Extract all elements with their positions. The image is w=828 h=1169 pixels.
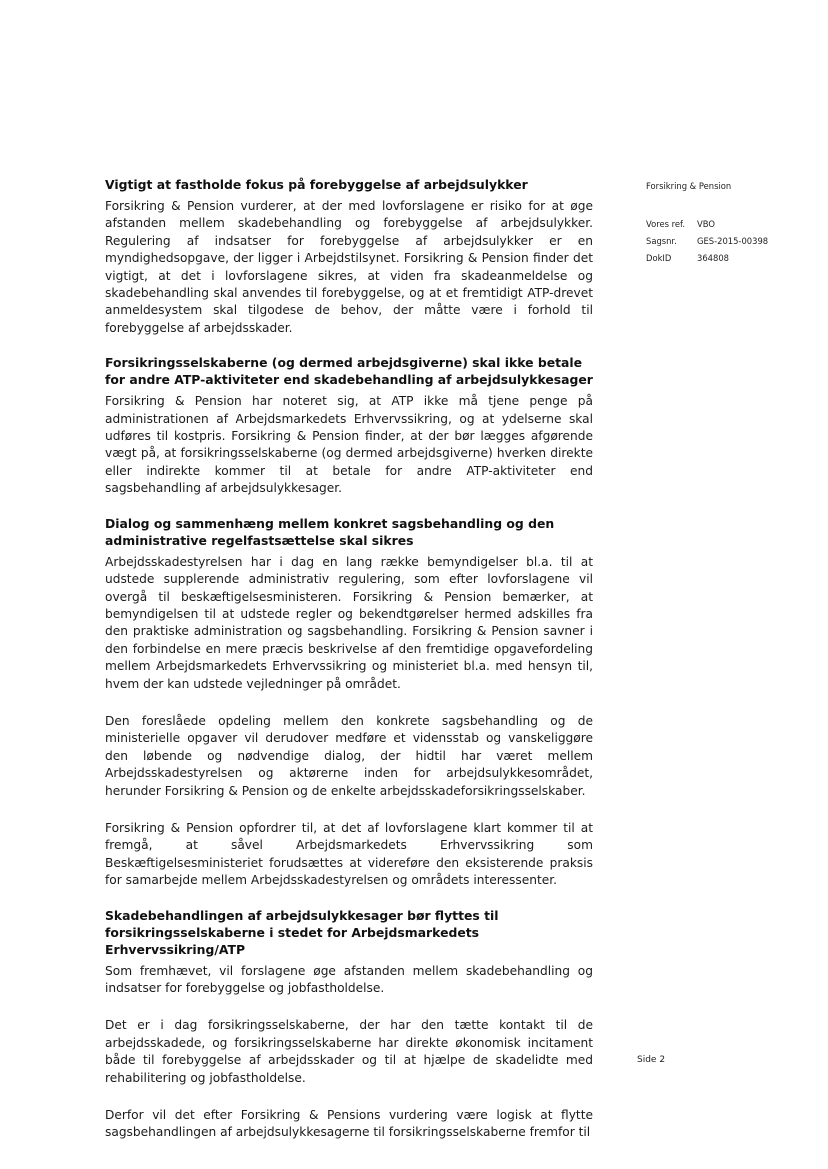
reference-value: VBO bbox=[697, 218, 715, 229]
section-heading-dialog: Dialog og sammenhæng mellem konkret sagsbehandling og den administrative regelfastsættelse skal sikres bbox=[105, 515, 555, 548]
sender-organization: Forsikring & Pension bbox=[646, 181, 732, 191]
reference-label: Sagsnr. bbox=[646, 235, 677, 246]
section-heading-claims-handling: Skadebehandlingen af arbejdsulykkesager bør flyttes til forsikringsselskaberne i stedet for Arbejdsmarkedets Erhvervssikring/ATP bbox=[105, 907, 499, 957]
document-body bbox=[105, 176, 593, 1142]
section-heading-prevention: Vigtigt at fastholde fokus på forebyggelse af arbejdsulykker bbox=[105, 177, 528, 192]
page-number: Side 2 bbox=[637, 1055, 666, 1065]
reference-row bbox=[646, 232, 768, 249]
reference-row bbox=[646, 215, 768, 232]
paragraph: Den foreslåede opdeling mellem den konkrete sagsbehandling og de ministerielle opgaver vil derudover medføre et vidensstab og vanskeliggøre den løbende og nødvendige dialog, der hidtil har været mellem Arbejdsskadestyrelsen og aktørerne inden for arbejdsulykkesområdet, herunder Forsikring & Pension og de enkelte arbejdsskadeforsikringsselskaber. bbox=[105, 713, 593, 798]
reference-row bbox=[646, 249, 768, 266]
section-heading-atp-costs: Forsikringsselskaberne (og dermed arbejdsgiverne) skal ikke betale for andre ATP-aktiviteter end skadebehandling af arbejdsulykkesager bbox=[105, 355, 593, 388]
reference-sidebar bbox=[646, 181, 768, 266]
paragraph: Som fremhævet, vil forslagene øge afstanden mellem skadebehandling og indsatser for forebyggelse og jobfastholdelse. bbox=[105, 963, 593, 995]
paragraph: Forsikring & Pension opfordrer til, at det af lovforslagene klart kommer til at fremgå, at såvel Arbejdsmarkedets Erhvervssikring som Beskæftigelsesministeriet forudsættes at videreføre den eksisterende praksis for samarbejde mellem Arbejdsskadestyrelsen og områdets interessenter. bbox=[105, 820, 593, 888]
paragraph: Derfor vil det efter Forsikring & Pensions vurdering være logisk at flytte sagsbehandlingen af arbejdsulykkesagerne til forsikringsselskaberne fremfor til bbox=[105, 1108, 593, 1140]
paragraph: Forsikring & Pension vurderer, at der med lovforslagene er risiko for at øge afstanden mellem skadebehandling og forebyggelse af arbejdsulykker. Regulering af indsatser for forebyggelse af arbejdsulykker er en myndighedsopgave, der ligger i Arbejdstilsynet. Forsikring & Pension finder det vigtigt, at det i lovforslagene sikres, at viden fra skadeanmeldelse og skadebehandling skal anvendes til forebyggelse, og at et fremtidigt ATP-drevet anmeldesystem skal tilgodese de behov, der måtte være i forhold til forebyggelse af arbejdsskader. bbox=[105, 199, 593, 335]
paragraph: Forsikring & Pension har noteret sig, at ATP ikke må tjene penge på administrationen af Arbejdsmarkedets Erhvervssikring, og at ydelserne skal udføres til kostpris. Forsikring & Pension finder, at der bør lægges afgørende vægt på, at forsikringsselskaberne (og dermed arbejdsgiverne) hverken direkte eller indirekte kommer til at betale for andre ATP-aktiviteter end sagsbehandling af arbejdsulykkesager. bbox=[105, 394, 593, 496]
reference-value: 364808 bbox=[697, 252, 729, 263]
paragraph: Det er i dag forsikringsselskaberne, der har den tætte kontakt til de arbejdsskadede, og forsikringsselskaberne har direkte økonomisk incitament både til forebyggelse af arbejdsskader og til at hjælpe de skadelidte med rehabilitering og jobfastholdelse. bbox=[105, 1018, 593, 1085]
reference-label: Vores ref. bbox=[646, 218, 686, 229]
paragraph: Arbejdsskadestyrelsen har i dag en lang række bemyndigelser bl.a. til at udstede supplerende administrativ regulering, som efter lovforslagene vil overgå til beskæftigelsesministeren. Forsikring & Pension bemærker, at bemyndigelsen til at udstede regler og bekendtgørelser hermed adskilles fra den praktiske administration og sagsbehandling. Forsikring & Pension savner i den forbindelse en mere præcis beskrivelse af den fremtidige opgavefordeling mellem Arbejdsmarkedets Erhvervssikring og ministeriet bl.a. med hensyn til, hvem der kan udstede vejledninger på området. bbox=[105, 554, 593, 691]
reference-label: DokID bbox=[646, 252, 672, 263]
reference-value: GES-2015-00398 bbox=[697, 235, 769, 246]
